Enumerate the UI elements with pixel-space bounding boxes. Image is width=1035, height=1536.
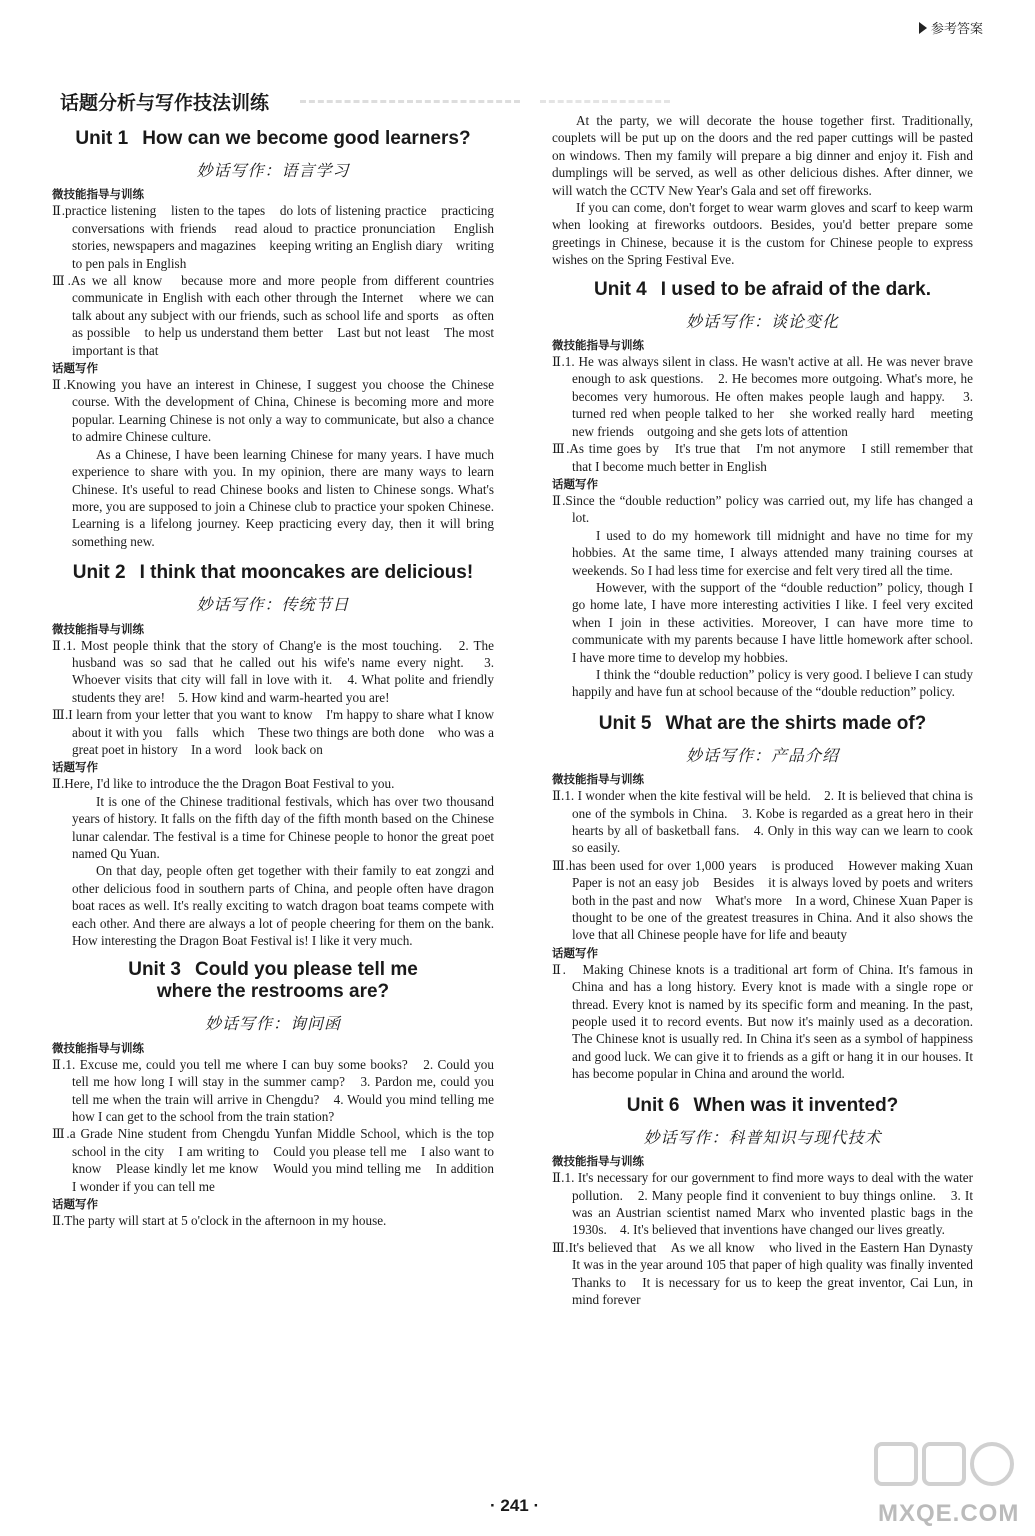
unit-1-heading: Unit 1 How can we become good learners? bbox=[75, 128, 471, 149]
unit-4-writing-4: I think the “double reduction” policy is very good. I believe I can study happily and have fun at school because of the “double reduction” policy. bbox=[572, 666, 973, 700]
micro-skills-label: 微技能指导与训练 bbox=[52, 1040, 144, 1055]
micro-skills-label: 微技能指导与训练 bbox=[552, 338, 644, 353]
title-rule-2 bbox=[540, 100, 670, 103]
unit-4-writing-1: Ⅱ.Since the “double reduction” policy was carried out, my life has changed a lot. bbox=[552, 492, 973, 526]
unit-4-micro-3: Ⅲ.As time goes by It's true that I'm not anymore I still remember that that I become much better in English bbox=[552, 441, 987, 474]
unit-4-topic: 妙话写作：谈论变化 bbox=[685, 311, 839, 331]
answer-key-tag: 参考答案 bbox=[919, 18, 983, 37]
right-column bbox=[552, 112, 987, 1308]
unit-3-micro-2: Ⅱ.1. Excuse me, could you tell me where I can buy some books? 2. Could you tell me how long I will stay in the summer camp? 3. Pardon me, could you tell me when the train will arrive in Chengdu? 4. Would you mind telling me how I can get to the school from the train station? bbox=[52, 1056, 494, 1125]
unit-3-heading: Unit 3 Could you please tell me where the restrooms are? bbox=[128, 959, 418, 1003]
micro-skills-label: 微技能指导与训练 bbox=[552, 1154, 644, 1169]
unit-4-writing-3: However, with the support of the “double reduction” policy, though I go home late, I have more interesting activities I like. I feel very excited when I join in these activities. Moreover, I can have more time to communicate with my parents because I have little homework after school. I have more time to develop my hobbies. bbox=[572, 579, 973, 665]
unit-6-topic: 妙话写作：科普知识与现代技术 bbox=[643, 1127, 882, 1147]
unit-2-heading: Unit 2 I think that mooncakes are delicious! bbox=[72, 562, 474, 584]
page-number: · 241 · bbox=[490, 1496, 540, 1515]
left-column bbox=[52, 120, 508, 1230]
unit-3-writing-2: At the party, we will decorate the house together first. Traditionally, couplets will be put up on the doors and the red paper cuttings will be pasted on windows. Then my family will prepare a big dinner and enjoy it. Fish and dumplings will be served, as well as other delicious dishes. After dinner, we will watch the CCTV New Year's Gala and set off fireworks. bbox=[552, 113, 973, 198]
unit-2-micro-2: Ⅱ.1. Most people think that the story of Chang'e is the most touching. 2. The husband was so sad that he called out his wife's name every night. 3. Whoever visits that city will fall in love with it. 4. What polite and friendly students they are! 5. How kind and warm-hearted you are! bbox=[52, 637, 494, 705]
unit-5-micro-2: Ⅱ.1. I wonder when the kite festival will be held. 2. It is believed that china is one of the symbols in China. 3. Kobe is regarded as a great hero in their hearts by all of basketball fans. 4. Only in this way can we learn to cook so easily. bbox=[552, 788, 973, 856]
topic-writing-label: 话题写作 bbox=[52, 1197, 98, 1212]
unit-1-topic: 妙话写作：语言学习 bbox=[196, 161, 350, 180]
unit-1-micro-3: Ⅲ.As we all know because more and more people from different countries communicate in English with each other through the Internet where we can talk about any subject with our friends, such as school life and sports as often as possible to help us understand them better Last but not least The most important is that bbox=[52, 273, 494, 358]
unit-4-writing-2: I used to do my homework till midnight and have no time for my hobbies. At the same time, I always attended many training courses at weekends. So I had less time for exercise and felt very tired all the time. bbox=[572, 527, 973, 578]
topic-writing-label: 话题写作 bbox=[52, 760, 98, 775]
topic-writing-label: 话题写作 bbox=[552, 945, 598, 960]
unit-3-topic: 妙话写作：询问函 bbox=[204, 1014, 341, 1034]
watermark-text: MXQE.COM bbox=[878, 1500, 1020, 1527]
arrow-icon bbox=[919, 22, 927, 34]
unit-5-micro-3: Ⅲ.has been used for over 1,000 years is produced However making Xuan Paper is not an easy job Besides it is always loved by poets and writers both in the past and now What's more In a word, Chinese Xuan Paper is thought to be one of the greatest treasures in China. And it also shows the love that all Chinese people have for life and beauty bbox=[552, 857, 973, 943]
title-rule bbox=[300, 100, 520, 103]
unit-2-writing-3: On that day, people often get together with their family to eat zongzi and other delicious food in southern parts of China, and people often have dragon boat races as well. It's really exciting to watch dragon boat teams compete with each other. And there are always a lot of people cheering for them on the bank. How interesting the Dragon Boat Festival is! I like it very much. bbox=[72, 863, 494, 949]
unit-2-micro-3: Ⅲ.I learn from your letter that you want to know I'm happy to share what I know about it with you falls which These two things are both done who was a great poet in history In a word look back on bbox=[52, 707, 494, 757]
page-title: 话题分析与写作技法训练 bbox=[60, 92, 270, 114]
unit-1-micro-2: Ⅱ.practice listening listen to the tapes do lots of listening practice practicing conversations with friends read aloud to practice pronunciation English stories, newspapers and magazines keeping writing an English diary writing to pen pals in English bbox=[52, 203, 494, 271]
unit-2-writing-1: Ⅱ.Here, I'd like to introduce the the Dragon Boat Festival to you. bbox=[52, 776, 395, 792]
topic-writing-label: 话题写作 bbox=[552, 476, 598, 491]
unit-2-writing-2: It is one of the Chinese traditional festivals, which has over two thousand years of history. It falls on the fifth day of the fifth month based on the Chinese lunar calendar. The festival is a time for Chinese people to honor the great poet named Qu Yuan. bbox=[72, 793, 494, 861]
unit-6-heading: Unit 6 When was it invented? bbox=[626, 1094, 899, 1116]
unit-3-micro-3: Ⅲ.a Grade Nine student from Chengdu Yunfan Middle School, which is the top school in the city I am writing to Could you please tell me I also want to know Please kindly let me know Would you mind telling me In addition I wonder if you can tell me bbox=[52, 1126, 508, 1194]
unit-5-heading: Unit 5 What are the shirts made of? bbox=[598, 712, 927, 734]
micro-skills-label: 微技能指导与训练 bbox=[552, 772, 644, 787]
unit-4-heading: Unit 4 I used to be afraid of the dark. bbox=[593, 278, 932, 300]
unit-3-writing-1: Ⅱ.The party will start at 5 o'clock in the afternoon in my house. bbox=[52, 1213, 387, 1229]
unit-1-writing-1: Ⅱ.Knowing you have an interest in Chinese, I suggest you choose the Chinese course. With the development of China, Chinese is becoming more and more popular. Learning Chinese is not only a way to communicate, but also a chance to admire Chinese culture. bbox=[52, 377, 494, 445]
micro-skills-label: 微技能指导与训练 bbox=[52, 187, 144, 202]
unit-1-writing-2: As a Chinese, I have been learning Chinese for many years. I have much experience to share with you. In my opinion, there are many ways to learn Chinese. It's useful to read Chinese books and listen to Chinese songs. What's more, you are supposed to join a Chinese club to practice your spoken Chinese. Learning is a lifelong journey. Keep practicing every day, then it will bring something new. bbox=[72, 446, 494, 549]
unit-2-topic: 妙话写作：传统节日 bbox=[196, 595, 350, 615]
micro-skills-label: 微技能指导与训练 bbox=[52, 621, 144, 636]
unit-5-writing-1: Ⅱ. Making Chinese knots is a traditional art form of China. It's famous in China and has a long history. Every knot is made with a single rope or thread. Every knot is named by its specific form and meaning. In the past, people used it to record events. But now it's mainly used as a decoration. The Chinese knot is usually red. In China it's seen as a symbol of happiness and good luck. We can give it to friends as a gift or hang it in our houses. It has become popular in China and around the world. bbox=[552, 961, 973, 1082]
topic-writing-label: 话题写作 bbox=[52, 361, 98, 376]
unit-4-micro-2: Ⅱ.1. He was always silent in class. He wasn't active at all. He was never brave enough to ask questions. 2. He becomes more outgoing. What's more, he becomes very humorous. He often makes people laugh and happy. 3. turned red when people talked to her she worked really hard meeting new friends outgoing and she gets lots of attention bbox=[552, 354, 973, 439]
unit-5-topic: 妙话写作：产品介绍 bbox=[685, 745, 839, 765]
unit-6-micro-3: Ⅲ.It's believed that As we all know who lived in the Eastern Han Dynasty It was in the year around 105 that paper of high quality was finally invented Thanks to It is necessary for us to keep the great inventor, Cai Lun, in mind forever bbox=[552, 1239, 987, 1307]
unit-3-writing-3: If you can come, don't forget to wear warm gloves and scarf to keep warm when looking at fireworks outdoors. Besides, you'd better prepare some greetings in Chinese, because it is the custom for Chinese people to express wishes on the Spring Festival Eve. bbox=[552, 200, 973, 268]
unit-6-micro-2: Ⅱ.1. It's necessary for our government to find more ways to deal with the water pollution. 2. Many people find it convenient to buy things online. 3. It was an Austrian scientist named Marx who invented plastic bags in the 1930s. 4. It's believed that inventions have changed our lives greatly. bbox=[552, 1170, 973, 1238]
